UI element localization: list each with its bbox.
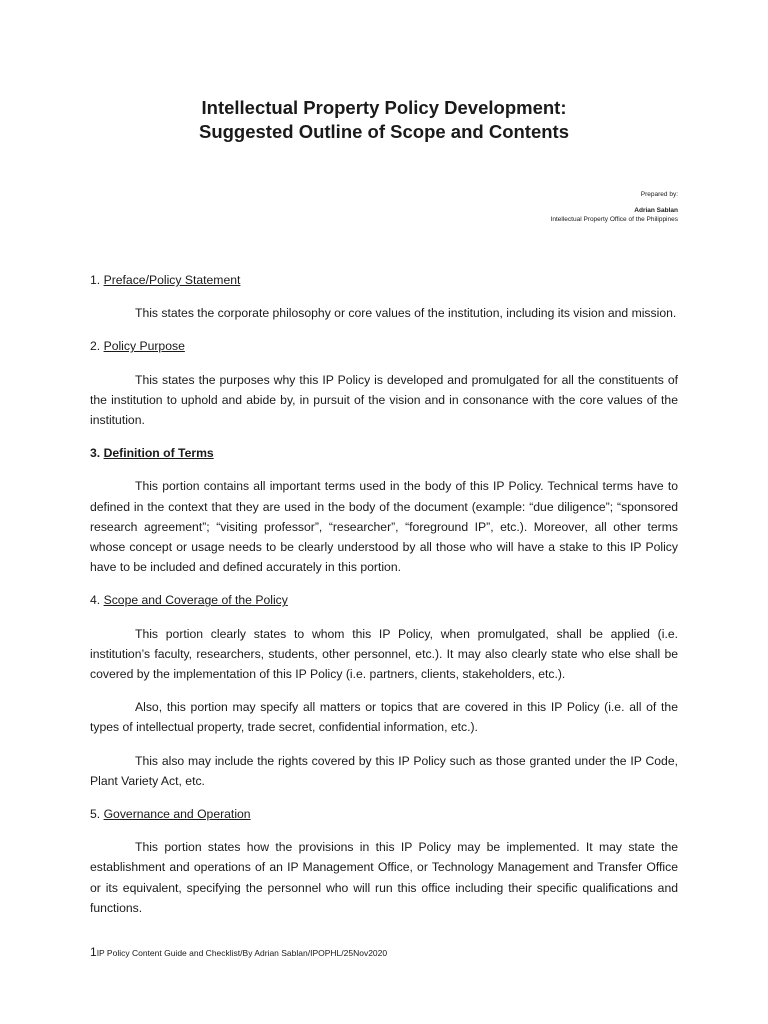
title-line-1: Intellectual Property Policy Development:	[201, 97, 567, 118]
page-footer	[90, 946, 387, 959]
section-number: 1.	[90, 273, 101, 287]
author-name: Adrian Sablan	[634, 207, 678, 214]
section-heading-1	[90, 270, 678, 290]
page-number: 1	[90, 945, 97, 959]
paragraph: This portion states how the provisions in this IP Policy may be implemented. It may state the establishment and operations of an IP Management Office, or Technology Management and Transfer Office or its equivalent, specifying the personnel who will run this office including their specific qualifications and functions.	[90, 840, 678, 915]
section-title: Preface/Policy Statement	[103, 273, 241, 287]
section-title: Policy Purpose	[103, 339, 185, 354]
section-title: Governance and Operation	[103, 807, 251, 822]
paragraph: This states the corporate philosophy or core values of the institution, including its vision and mission.	[135, 306, 677, 321]
section-title: Scope and Coverage of the Policy	[103, 593, 288, 608]
title-line-2: Suggested Outline of Scope and Contents	[198, 121, 570, 142]
footer-text: IP Policy Content Guide and Checklist/By Adrian Sablan/IPOPHL/25Nov2020	[96, 948, 388, 958]
section-number: 2.	[90, 339, 101, 354]
document-title	[0, 96, 768, 144]
section-heading-5	[90, 804, 678, 824]
section-title: Definition of Terms	[103, 446, 214, 461]
paragraph: This portion contains all important terms used in the body of this IP Policy. Technical terms have to defined in the context that they are used in the body of the document (example: “due diligence”; “sponsored research agreement”; “visiting professor”, “researcher”, “foreground IP”, etc.). Moreover, all other terms whose concept or usage needs to be clearly understood by all those who will have a stake to this IP Policy have to be included and defined accurately in this portion.	[90, 479, 678, 575]
section-heading-2	[90, 336, 678, 356]
paragraph: This also may include the rights covered by this IP Policy such as those granted under the IP Code, Plant Variety Act, etc.	[90, 753, 678, 788]
paragraph: This portion clearly states to whom this IP Policy, when promulgated, shall be applied (i.e. institution’s faculty, researchers, students, other personnel, etc.). It may also clearly state who else shall be covered by the implementation of this IP Policy (i.e. partners, clients, stakeholders, etc.).	[90, 626, 678, 682]
section-number: 4.	[90, 593, 101, 608]
document-body	[90, 270, 678, 931]
paragraph: Also, this portion may specify all matters or topics that are covered in this IP Policy (i.e. all of the types of intellectual property, trade secret, confidential information, etc.).	[90, 700, 678, 735]
section-number: 5.	[90, 807, 101, 822]
prepared-by-block	[551, 190, 678, 224]
section-heading-3	[90, 443, 678, 463]
section-heading-4	[90, 590, 678, 610]
prepared-by-label: Prepared by:	[640, 191, 678, 198]
paragraph: This states the purposes why this IP Policy is developed and promulgated for all the constituents of the institution to uphold and abide by, in pursuit of the vision and in consonance with the core values of the institution.	[90, 372, 678, 428]
author-organization: Intellectual Property Office of the Philippines	[550, 216, 678, 223]
section-number: 3.	[90, 446, 101, 461]
